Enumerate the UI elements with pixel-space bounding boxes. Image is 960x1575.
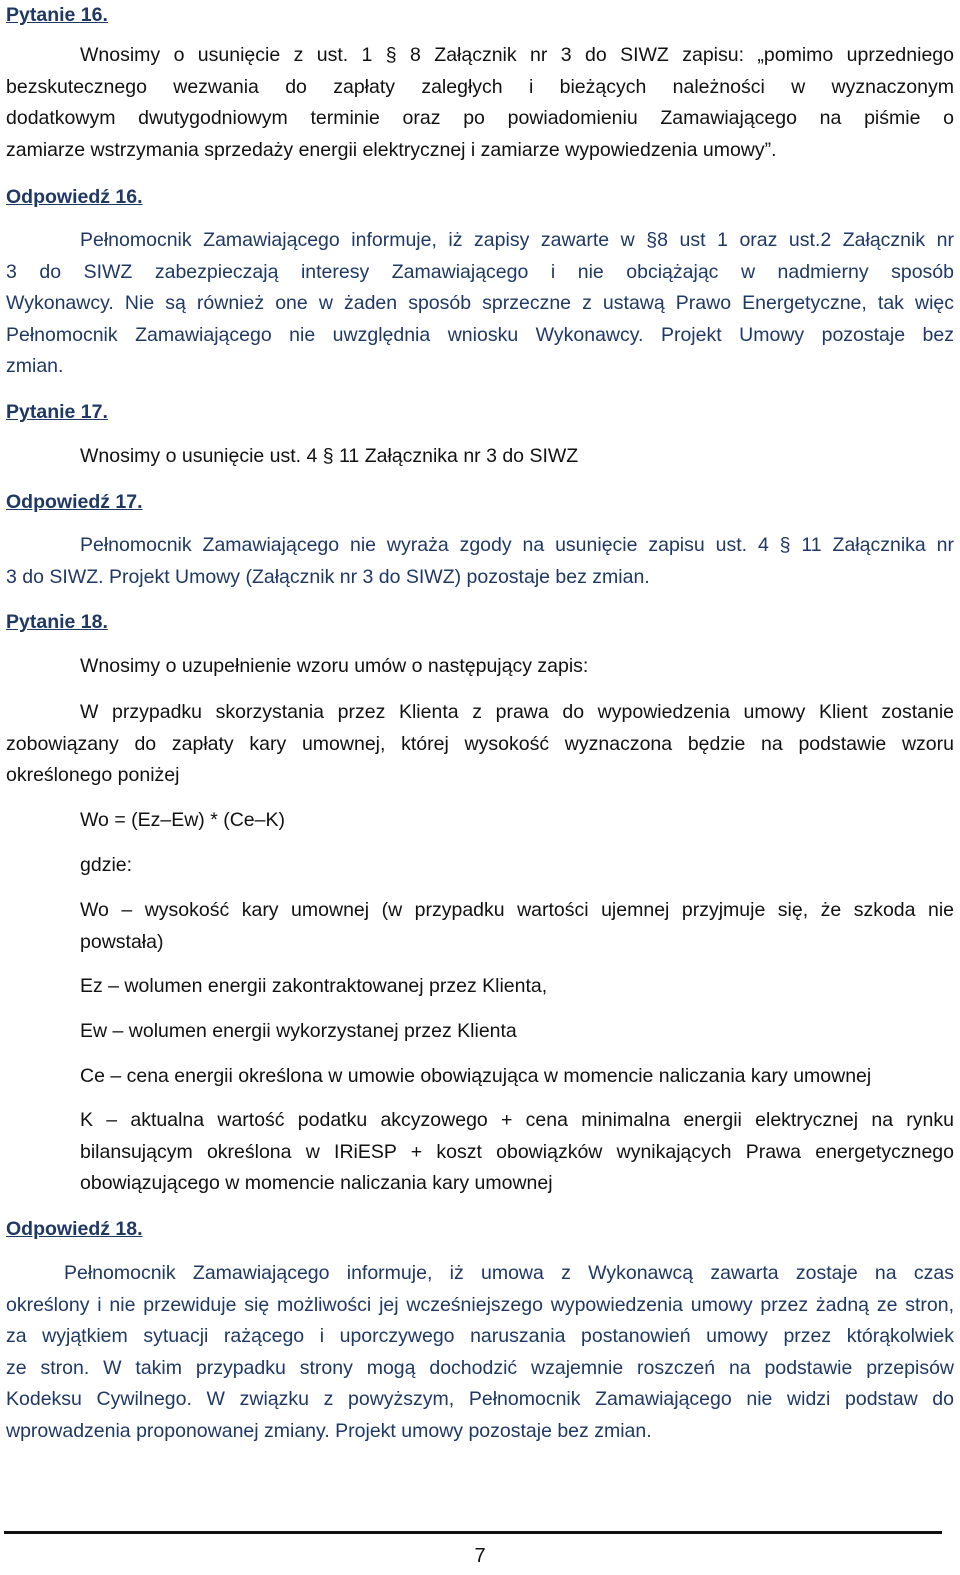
question-17-heading: Pytanie 17. (6, 401, 108, 423)
text-line: Ce – cena energii określona w umowie obowiązująca w momencie naliczania kary umownej (80, 1065, 872, 1087)
text-line: 3 do SIWZ. Projekt Umowy (Załącznik nr 3 do SIWZ) pozostaje bez zmian. (6, 565, 650, 588)
text-line: Wnosimy o usunięcie ust. 4 § 11 Załącznika nr 3 do SIWZ (80, 445, 579, 467)
text-line: ze stron. W takim przypadku strony mogą dochodzić wzajemnie roszczeń na podstawie przepisów (6, 1356, 954, 1379)
text-line: Pełnomocnik Zamawiającego informuje, iż umowa z Wykonawcą zawarta zostaje na czas (64, 1262, 954, 1284)
text-line: bezskutecznego wezwania do zapłaty zaległych i bieżących należności w wyznaczonym (6, 75, 954, 98)
text-line: Wnosimy o usunięcie z ust. 1 § 8 Załącznik nr 3 do SIWZ zapisu: „pomimo uprzedniego (80, 44, 954, 66)
answer-17-body (6, 530, 954, 593)
text-line: powstała) (80, 930, 164, 953)
footer-divider (4, 1531, 942, 1534)
penalty-formula (80, 805, 954, 837)
answer-18-body (6, 1258, 954, 1447)
text-line: Wykonawcy. Nie są również one w żaden sposób sprzeczne z ustawą Prawo Energetyczne, tak więc (6, 292, 954, 314)
text-line: Wo – wysokość kary umownej (w przypadku wartości ujemnej przyjmuje się, że szkoda nie (80, 899, 954, 921)
page-number: 7 (474, 1545, 486, 1567)
question-17-body (6, 441, 954, 473)
answer-16-body (6, 225, 954, 383)
question-16-body (6, 40, 954, 166)
definition-k (80, 1105, 954, 1200)
text-line: Ez – wolumen energii zakontraktowanej przez Klienta, (80, 975, 548, 997)
question-18-body (6, 697, 954, 792)
formula-text: Wo = (Ez–Ew) * (Ce–K) (80, 809, 285, 831)
question-18-heading: Pytanie 18. (6, 611, 108, 633)
question-18-intro (6, 651, 954, 683)
text-line: zmian. (6, 355, 64, 377)
formula-where-label (80, 850, 954, 882)
definition-ez (80, 971, 954, 1003)
text-line: W przypadku skorzystania przez Klienta z prawa do wypowiedzenia umowy Klient zostanie (80, 701, 954, 723)
text-line: 3 do SIWZ zabezpieczają interesy Zamawiającego i nie obciążając w nadmierny sposób (6, 260, 954, 283)
answer-16-heading: Odpowiedź 16. (6, 186, 143, 208)
text-line: Pełnomocnik Zamawiającego nie uwzględnia wniosku Wykonawcy. Projekt Umowy pozostaje bez (6, 323, 954, 346)
answer-17-heading: Odpowiedź 17. (6, 491, 143, 513)
text-line: zobowiązany do zapłaty kary umownej, której wysokość wyznaczona będzie na podstawie wzoru (6, 732, 954, 755)
text-line: Pełnomocnik Zamawiającego informuje, iż zapisy zawarte w §8 ust 1 oraz ust.2 Załącznik nr (80, 229, 954, 251)
text-line: za wyjątkiem sytuacji rażącego i uporczywego naruszania postanowień umowy przez którąkolwiek (6, 1325, 954, 1347)
definition-ew (80, 1016, 954, 1048)
text-line: określony i nie przewiduje się możliwości jej wcześniejszego wypowiedzenia umowy przez żadną ze stron, (6, 1293, 954, 1316)
text-line: Wnosimy o uzupełnienie wzoru umów o następujący zapis: (80, 655, 589, 677)
text-line: K – aktualna wartość podatku akcyzowego + cena minimalna energii elektrycznej na rynku (80, 1109, 954, 1131)
answer-18-heading: Odpowiedź 18. (6, 1218, 143, 1240)
text-line: Pełnomocnik Zamawiającego nie wyraża zgody na usunięcie zapisu ust. 4 § 11 Załącznika nr (80, 534, 954, 556)
text-line: gdzie: (80, 854, 133, 876)
text-line: bilansującym określona w IRiESP + koszt obowiązków wynikających Prawa energetycznego (80, 1140, 954, 1163)
question-16-heading: Pytanie 16. (6, 4, 108, 26)
text-line: obowiązującego w momencie naliczania kary umownej (80, 1172, 553, 1194)
definition-wo (80, 895, 954, 958)
text-line: wprowadzenia proponowanej zmiany. Projekt umowy pozostaje bez zmian. (6, 1419, 652, 1442)
definition-ce (80, 1061, 954, 1093)
text-line: określonego poniżej (6, 764, 180, 786)
text-line: zamiarze wstrzymania sprzedaży energii elektrycznej i zamiarze wypowiedzenia umowy”. (6, 138, 777, 161)
text-line: dodatkowym dwutygodniowym terminie oraz po powiadomieniu Zamawiającego na piśmie o (6, 107, 954, 129)
text-line: Kodeksu Cywilnego. W związku z powyższym, Pełnomocnik Zamawiającego nie widzi podstaw do (6, 1388, 954, 1410)
text-line: Ew – wolumen energii wykorzystanej przez Klienta (80, 1020, 517, 1042)
